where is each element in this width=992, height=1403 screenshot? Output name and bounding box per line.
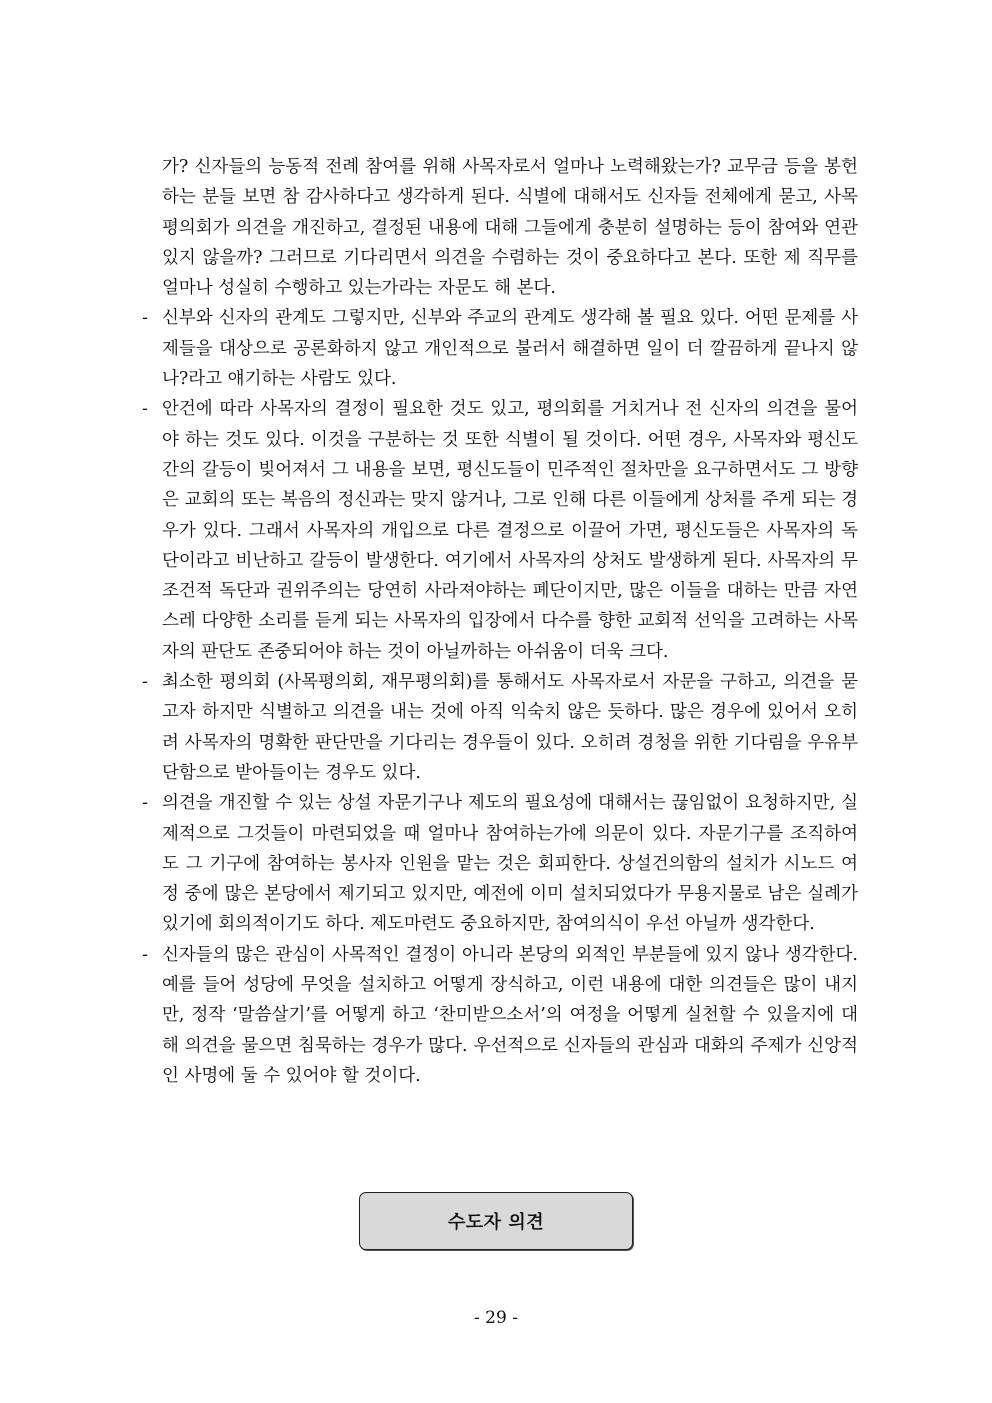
list-item: [140, 940, 858, 1091]
list-item-text: 안건에 따라 사목자의 결정이 필요한 것도 있고, 평의회를 거치거나 전 신자의 의견을 물어야 하는 것도 있다. 이것을 구분하는 것 또한 식별이 될 것이다. 어떤 경우, 사목자와 평신도 간의 갈등이 빚어져서 그 내용을 보면, 평신도들이 민주적인 절차만을 요구하면서도 그 방향은 교회의 또는 복음의 정신과는 맞지 않거나, 그로 인해 다른 이들에게 상처를 주게 되는 경우가 있다. 그래서 사목자의 개입으로 다른 결정으로 이끌어 가면, 평신도들은 사목자의 독단이라고 비난하고 갈등이 발생한다. 여기에서 사목자의 상처도 발생하게 된다. 사목자의 무조건적 독단과 권위주의는 당연히 사라져야하는 폐단이지만, 많은 이들을 대하는 만큼 자연스레 다양한 소리를 듣게 되는 사목자의 입장에서 다수를 향한 교회적 선익을 고려하는 사목자의 판단도 존중되어야 하는 것이 아닐까하는 아쉬움이 더욱 크다.: [162, 399, 858, 662]
list-item-text: 최소한 평의회 (사목평의회, 재무평의회)를 통해서도 사목자로서 자문을 구하고, 의견을 묻고자 하지만 식별하고 의견을 내는 것에 아직 익숙치 않은 듯하다. 많은 경우에 있어서 오히려 사목자의 명확한 판단만을 기다리는 경우들이 있다. 오히려 경청을 위한 기다림을 우유부단함으로 받아들이는 경우도 있다.: [162, 672, 858, 783]
opinion-list: [140, 303, 858, 1091]
list-item: [140, 303, 858, 394]
bullet-dash: -: [142, 672, 148, 693]
list-item-text: 신부와 신자의 관계도 그렇지만, 신부와 주교의 관계도 생각해 볼 필요 있다. 어떤 문제를 사제들을 대상으로 공론화하지 않고 개인적으로 불러서 해결하면 일이 더 깔끔하게 끝나지 않나?라고 얘기하는 사람도 있다.: [162, 308, 858, 390]
section-heading-box: [359, 1192, 633, 1250]
list-item: [140, 788, 858, 939]
bullet-dash: -: [142, 399, 148, 420]
bullet-dash: -: [142, 944, 148, 965]
list-item: [140, 394, 858, 667]
continuation-paragraph: 가? 신자들의 능동적 전례 참여를 위해 사목자로서 얼마나 노력해왔는가? 교무금 등을 봉헌하는 분들 보면 참 감사하다고 생각하게 된다. 식별에 대해서도 신자들 전체에게 묻고, 사목평의회가 의견을 개진하고, 결정된 내용에 대해 그들에게 충분히 설명하는 등이 참여와 연관 있지 않을까? 그러므로 기다리면서 의견을 수렴하는 것이 중요하다고 본다. 또한 제 직무를 얼마나 성실히 수행하고 있는가라는 자문도 해 본다.: [162, 157, 858, 299]
list-item-text: 의견을 개진할 수 있는 상설 자문기구나 제도의 필요성에 대해서는 끊임없이 요청하지만, 실제적으로 그것들이 마련되었을 때 얼마나 참여하는가에 의문이 있다. 자문기구를 조직하여도 그 기구에 참여하는 봉사자 인원을 맡는 것은 회피한다. 상설건의함의 설치가 시노드 여정 중에 많은 본당에서 제기되고 있지만, 예전에 이미 설치되었다가 무용지물로 남은 실례가 있기에 회의적이기도 하다. 제도마련도 중요하지만, 참여의식이 우선 아닐까 생각한다.: [162, 793, 858, 935]
body-text: [140, 152, 858, 1091]
section-heading: 수도자 의견: [447, 1212, 545, 1233]
page-number: - 29 -: [474, 1308, 518, 1328]
list-item-text: 신자들의 많은 관심이 사목적인 결정이 아니라 본당의 외적인 부분들에 있지 않나 생각한다. 예를 들어 성당에 무엇을 설치하고 어떻게 장식하고, 이런 내용에 대한 의견들은 많이 내지만, 정작 ‘말씀살기’를 어떻게 하고 ‘찬미받으소서’의 여정을 어떻게 실천할 수 있을지에 대해 의견을 물으면 침묵하는 경우가 많다. 우선적으로 신자들의 관심과 대화의 주제가 신앙적인 사명에 둘 수 있어야 할 것이다.: [162, 944, 858, 1086]
bullet-dash: -: [142, 793, 148, 814]
list-item: [140, 667, 858, 788]
bullet-dash: -: [142, 308, 148, 329]
